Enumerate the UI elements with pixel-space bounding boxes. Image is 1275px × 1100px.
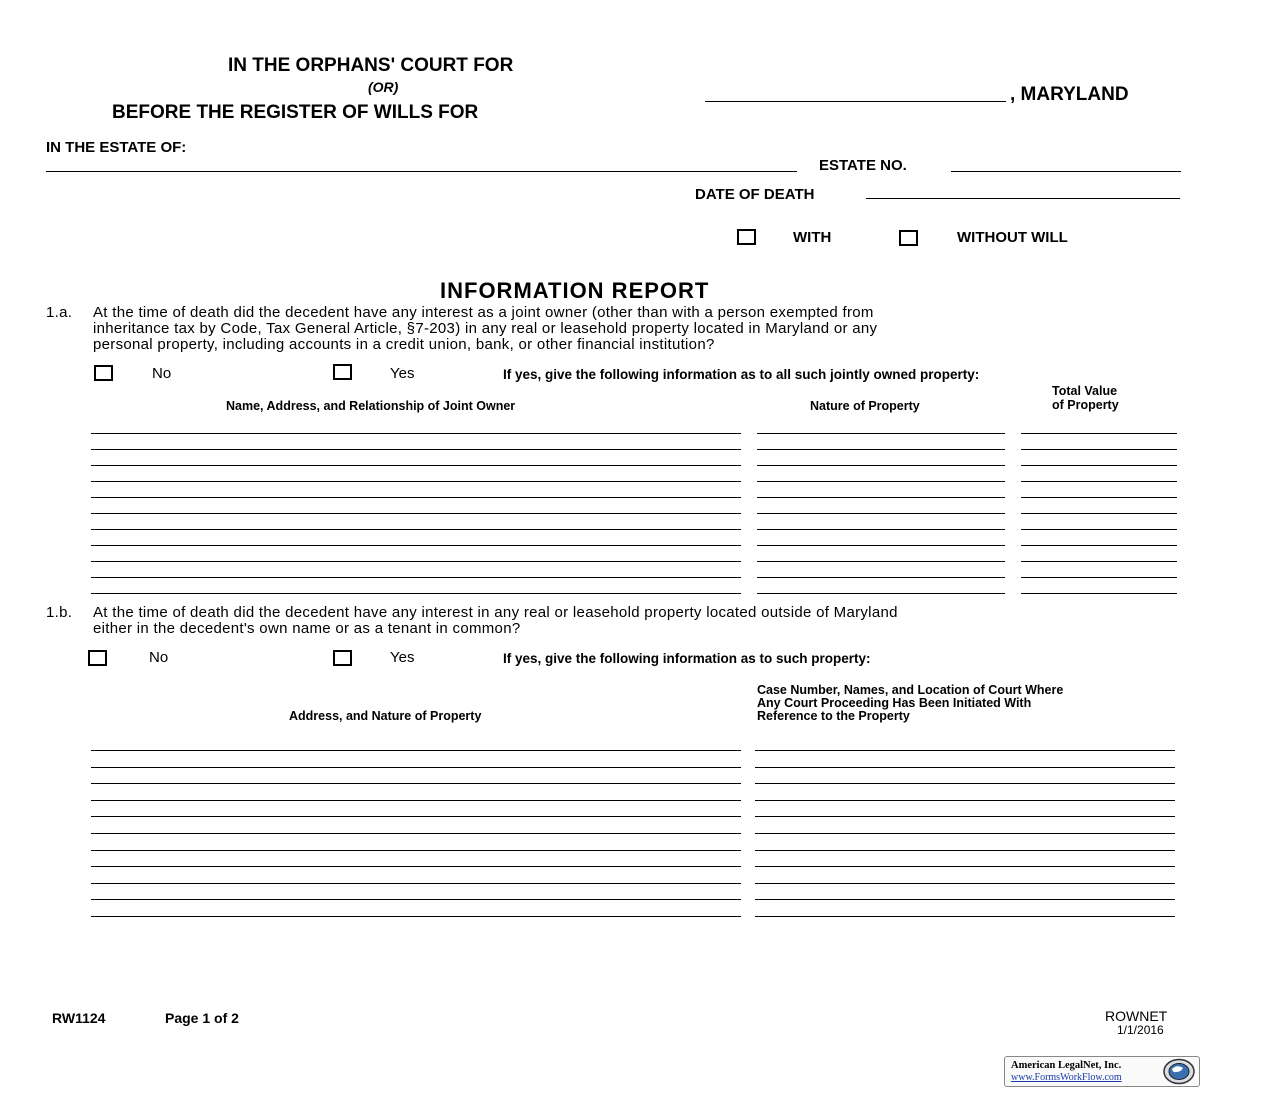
section-1b-question-line1: At the time of death did the decedent have any interest in any real or leasehold property located outside of Maryland <box>93 604 898 621</box>
without-will-label: WITHOUT WILL <box>957 229 1068 246</box>
section-1b-col2-header-line1: Case Number, Names, and Location of Court Where <box>757 683 1064 697</box>
form-code: ROWNET <box>1105 1008 1168 1024</box>
address-nature-column-lines[interactable] <box>91 750 741 918</box>
section-1b-yes-label: Yes <box>390 649 415 666</box>
page-title: INFORMATION REPORT <box>440 278 710 303</box>
county-field[interactable] <box>705 101 1006 102</box>
without-will-checkbox[interactable] <box>899 230 918 246</box>
section-1a-yes-checkbox[interactable] <box>333 364 352 380</box>
section-1a-col3-header-line1: Total Value <box>1052 384 1118 398</box>
section-1b-no-label: No <box>149 649 169 666</box>
vendor-logo[interactable] <box>1004 1056 1200 1087</box>
estate-no-label: ESTATE NO. <box>819 157 907 174</box>
section-1a-instruction: If yes, give the following information as to all such jointly owned property: <box>503 367 980 382</box>
section-1b-col1-header: Address, and Nature of Property <box>289 709 482 723</box>
section-1a-no-checkbox[interactable] <box>94 365 113 381</box>
section-1b-instruction: If yes, give the following information as to such property: <box>503 651 871 666</box>
or-text: (OR) <box>368 79 399 95</box>
section-1a-yes-label: Yes <box>390 365 415 382</box>
section-1a-col3-header-line2: of Property <box>1052 398 1119 412</box>
state-label: , MARYLAND <box>1010 84 1129 105</box>
date-of-death-field[interactable] <box>866 198 1180 199</box>
section-1a-question-line2: inheritance tax by Code, Tax General Article, §7-203) in any real or leasehold property located in Maryland or any <box>93 320 878 337</box>
section-1b-question-line2: either in the decedent's own name or as a tenant in common? <box>93 620 521 637</box>
form-number: RW1124 <box>52 1010 106 1026</box>
form-date: 1/1/2016 <box>1117 1023 1164 1037</box>
globe-icon <box>1162 1058 1196 1085</box>
vendor-name: American LegalNet, Inc. <box>1011 1060 1122 1071</box>
case-number-column-lines[interactable] <box>755 750 1175 918</box>
court-line: IN THE ORPHANS' COURT FOR <box>228 55 514 76</box>
with-will-checkbox[interactable] <box>737 229 756 245</box>
total-value-column-lines[interactable] <box>1021 433 1177 597</box>
section-1b-no-checkbox[interactable] <box>88 650 107 666</box>
section-1a-question-line3: personal property, including accounts in a credit union, bank, or other financial institution? <box>93 336 715 353</box>
section-1b-number: 1.b. <box>46 604 73 621</box>
section-1a-question-line1: At the time of death did the decedent have any interest as a joint owner (other than with a person exempted from <box>93 304 874 321</box>
estate-no-field[interactable] <box>951 171 1181 172</box>
estate-name-field[interactable] <box>46 171 797 172</box>
section-1b-col2-header-line2: Any Court Proceeding Has Been Initiated With <box>757 696 1032 710</box>
section-1a-col1-header: Name, Address, and Relationship of Joint Owner <box>226 399 516 413</box>
section-1b-yes-checkbox[interactable] <box>333 650 352 666</box>
register-line: BEFORE THE REGISTER OF WILLS FOR <box>112 102 479 123</box>
section-1a-number: 1.a. <box>46 304 73 321</box>
estate-of-label: IN THE ESTATE OF: <box>46 139 187 156</box>
vendor-link[interactable]: www.FormsWorkFlow.com <box>1011 1072 1122 1083</box>
joint-owner-column-lines[interactable] <box>91 433 741 597</box>
page-info: Page 1 of 2 <box>165 1010 239 1026</box>
with-label: WITH <box>793 229 832 246</box>
section-1a-col2-header: Nature of Property <box>810 399 920 413</box>
date-of-death-label: DATE OF DEATH <box>695 186 815 203</box>
section-1b-col2-header-line3: Reference to the Property <box>757 709 910 723</box>
section-1a-no-label: No <box>152 365 172 382</box>
nature-of-property-column-lines[interactable] <box>757 433 1005 597</box>
